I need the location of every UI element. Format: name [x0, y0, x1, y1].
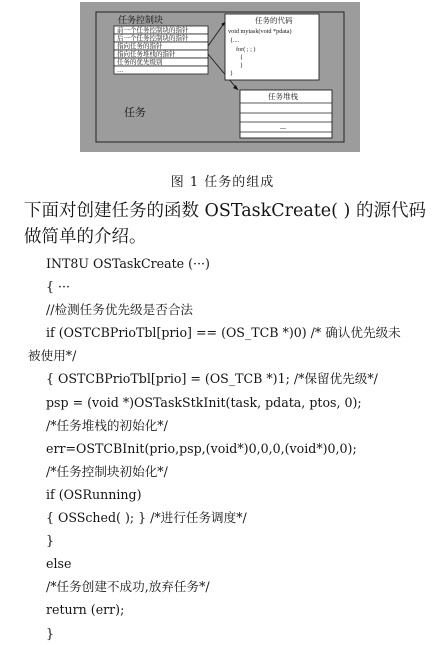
code-line: //检测任务优先级是否合法: [46, 302, 194, 318]
task-diagram: [80, 2, 360, 152]
code-line: /*任务创建不成功,放弃任务*/: [46, 579, 210, 595]
task-code-line: for( ; ; ): [236, 46, 256, 53]
task-stack-ellipsis: ...: [280, 122, 286, 131]
tcb-title: 任务控制块: [118, 16, 164, 26]
tcb-field-next: 后一个任务控制块的指针: [117, 34, 189, 42]
task-code-line: }: [230, 70, 233, 77]
code-line: psp = (void *)OSTaskStkInit(task, pdata, ptos, 0);: [46, 394, 362, 410]
code-line: err=OSTCBInit(prio,psp,(void*)0,0,0,(void*)0,0);: [46, 440, 357, 456]
code-line: { ···: [46, 279, 71, 295]
code-line: { OSSched( ); } /*进行任务调度*/: [46, 510, 247, 526]
tcb-field-more: ...: [117, 66, 124, 74]
tcb-field-stack-ptr: 指向任务堆栈的指针: [117, 50, 176, 58]
code-line: /*任务控制块初始化*/: [46, 463, 168, 479]
task-stack-title: 任务堆栈: [268, 92, 298, 101]
code-line: }: [46, 625, 55, 641]
figure-caption: 图 1 任务的组成: [170, 175, 275, 190]
code-line: if (OSRunning): [46, 486, 142, 502]
code-line: /*任务堆栈的初始化*/: [46, 417, 168, 433]
task-code-line: {....: [230, 37, 240, 44]
code-line: if (OSTCBPrioTbl[prio] == (OS_TCB *)0) /* 确认优先级未: [46, 325, 401, 341]
source-code-listing: [28, 252, 438, 645]
task-code-line: void mytask(void *pdata): [228, 28, 292, 35]
intro-paragraph: 下面对创建任务的函数 OSTaskCreate( ) 的源代码做简单的介绍。: [24, 201, 426, 247]
tcb-field-task-ptr: 指向任务的指针: [117, 42, 163, 50]
code-line: else: [46, 556, 72, 572]
task-composition-figure: [80, 2, 360, 152]
code-line: return (err);: [46, 602, 125, 618]
code-line: { OSTCBPrioTbl[prio] = (OS_TCB *)1; /*保留优先级*/: [46, 371, 378, 387]
code-line: 被使用*/: [28, 348, 77, 364]
code-line: INT8U OSTaskCreate (···): [46, 256, 210, 271]
task-code-title: 任务的代码: [255, 16, 293, 25]
tcb-field-priority: 任务的优先级别: [117, 58, 163, 66]
task-code-line: }: [240, 62, 243, 69]
tcb-field-prev: 前一个任务控制块的指针: [117, 26, 189, 34]
tcb-field-row: [114, 66, 208, 74]
task-label: 任务: [124, 106, 146, 119]
code-line: }: [46, 533, 55, 549]
task-code-line: {: [240, 54, 243, 61]
